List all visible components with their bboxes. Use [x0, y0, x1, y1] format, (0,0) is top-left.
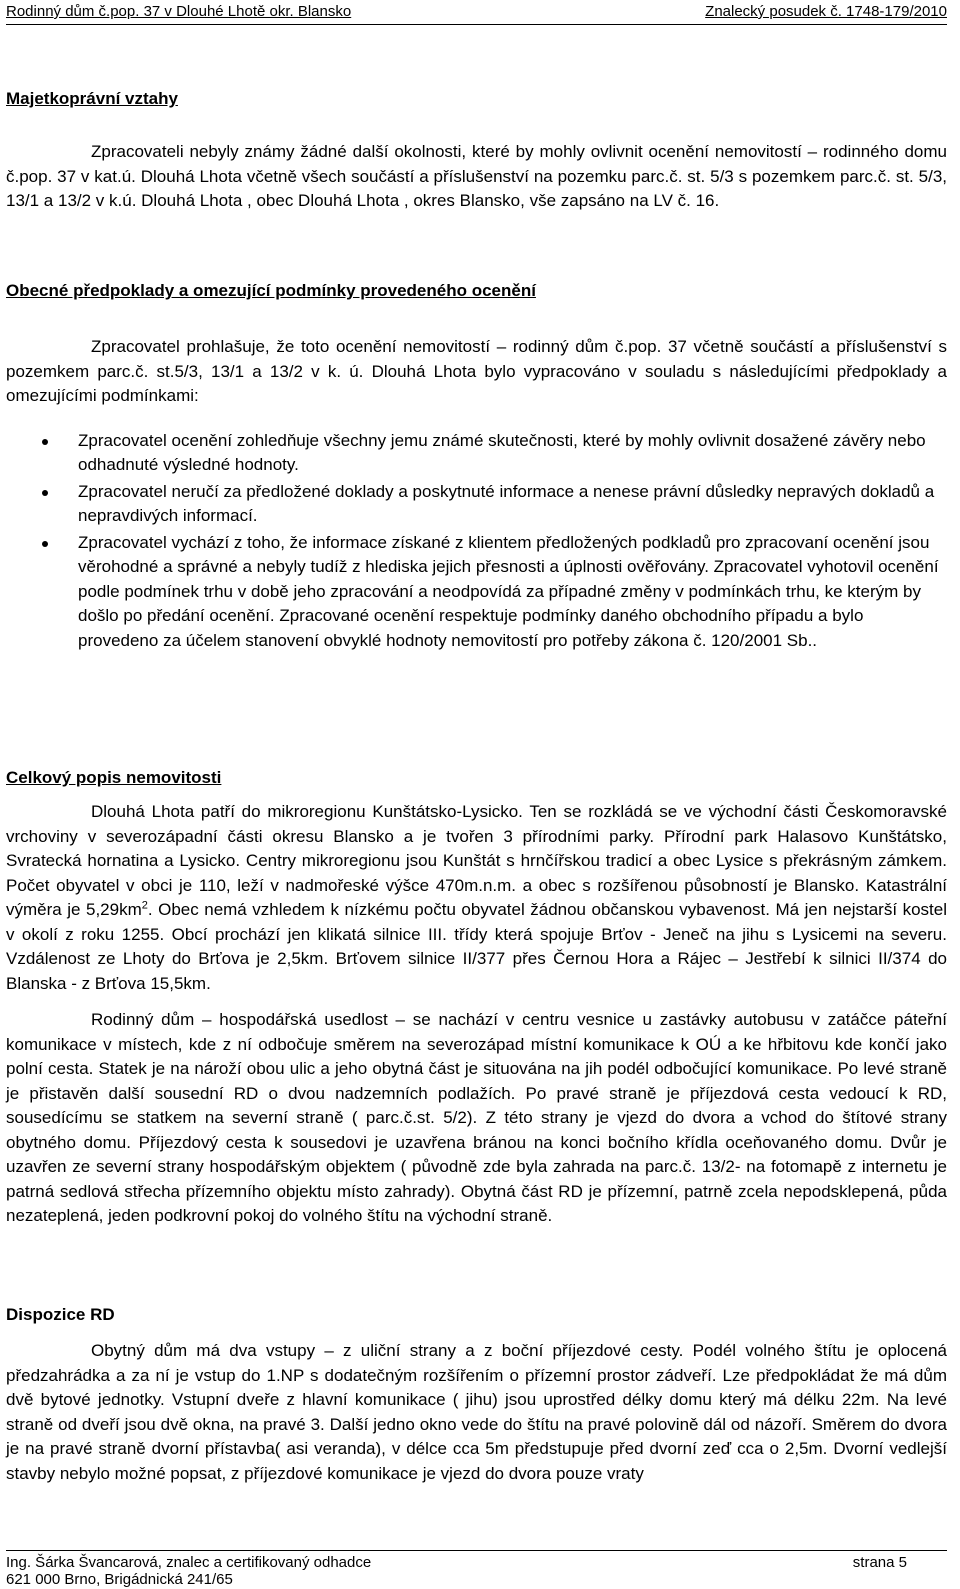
section-title-ownership: Majetkoprávní vztahy — [6, 89, 178, 108]
section-assumptions — [6, 279, 947, 655]
header-divider — [6, 24, 947, 25]
bullet-icon — [42, 439, 48, 445]
section-ownership — [6, 87, 947, 214]
section-title-assumptions: Obecné předpoklady a omezující podmínky provedeného ocenění — [6, 281, 536, 300]
header-report-number: Znalecký posudek č. 1748-179/2010 — [705, 3, 947, 20]
section-title-layout: Dispozice RD — [6, 1305, 115, 1324]
page-header — [6, 2, 947, 22]
section-title-description: Celkový popis nemovitosti — [6, 768, 222, 787]
footer-address: 621 000 Brno, Brigádnická 241/65 — [6, 1571, 233, 1588]
section-description — [6, 766, 947, 1229]
footer-page-number: strana 5 — [852, 1554, 907, 1571]
ownership-paragraph: Zpracovateli nebyly známy žádné další okolnosti, které by mohly ovlivnit ocenění nemovitostí – rodinného domu č.pop. 37 v kat.ú. Dlouhá Lhota včetně všech součástí a příslušenství na pozemku parc.č. st. 5/3 s pozemkem parc.č. st. 5/3, 13/1 a 13/2 v k.ú. Dlouhá Lhota , obec Dlouhá Lhota , okres Blansko, vše zapsáno na LV č. 16. — [6, 142, 947, 210]
bullet-icon — [42, 490, 48, 496]
header-document-title: Rodinný dům č.pop. 37 v Dlouhé Lhotě okr. Blansko — [6, 3, 352, 20]
list-item: Zpracovatel neručí za předložené doklady a poskytnuté informace a nenese právní důsledky nepravých dokladů a nepravdivých informací. — [6, 480, 947, 529]
footer-author: Ing. Šárka Švancarová, znalec a certifikovaný odhadce — [6, 1554, 372, 1571]
description-paragraph-1: Dlouhá Lhota patří do mikroregionu Kunštátsko-Lysicko. Ten se rozkládá se ve východní části Českomoravské vrchoviny v severozápadní části okresu Blansko a je tvořen 3 přírodními parky. Přírodní park Halasovo Kunštátsko, Svratecká hornatina a Lysicko. Centry mikroregionu jsou Kunštát s hrnčířskou tradicí a obec Lysice s překrásným zámkem. Počet obyvatel v obci je 110, leží v nadmořeské výšce 470m.n.m. a obec s rozšířenou působností je Blansko. Katastrální výměra je $5,29km^2$. Obec nemá vzhledem k nízkému počtu obyvatel žádnou občanskou vybavenost. Má jen nejstarší kostel v okolí z roku 1255. Obcí prochází jen klikatá silnice III. třídy která spojuje Brťov - Jeneč na jihu s Lysicemi na severu. Vzdálenost ze Lhoty do Brťova je 2,5km. Brťovem silnice II/377 přes Černou Hora a Rájec – Jestřebí k silnici II/374 do Blanska - z Brťova 15,5km. — [6, 802, 947, 993]
footer-divider — [6, 1550, 947, 1551]
list-item: Zpracovatel ocenění zohledňuje všechny jemu známé skutečnosti, které by mohly ovlivnit dosažené závěry nebo odhadnuté výsledné hodnoty. — [6, 429, 947, 478]
description-paragraph-2: Rodinný dům – hospodářská usedlost – se nachází v centru vesnice u zastávky autobusu v zatáčce páteřní komunikace v místech, kde z ní odbočuje směrem na severozápad místní komunikace k OÚ a ke hřbitovu kde končí jako polní cesta. Statek je na nároží obou ulic a jeho obytná část je situována na jih podél odbočující komunikace. Po levé straně je přistavěn další sousední RD o dvou nadzemních podlažích. Po pravé straně je příjezdová cesta vedoucí k RD, sousedícímu se statkem na severní straně ( parc.č.st. 5/2). Z této strany je vjezd do dvora a vchod do štítové strany obytného domu. Příjezdový cesta k sousedovi je uzavřena bránou na konci bočního křídla oceňovaného domu. Dvůr je uzavřen ze severní strany hospodářským objektem ( původně zde byla zahrada na parc.č. 13/2- na fotomapě z internetu je patrná sedlová střecha přízemního objektu místo zahrady). Obytná část RD je přízemní, patrně zcela nepodsklepená, půda nezateplená, jeden podkrovní pokoj do volného štítu na východní straně. — [6, 1010, 947, 1225]
list-item: Zpracovatel vychází z toho, že informace získané z klientem předložených podkladů pro zpracovaní ocenění jsou věrohodné a správné a nebyly tudíž z hlediska jejich přesnosti a úplnosti ověřovány. Zpracovatel vyhotovil ocenění podle podmínek trhu v době jeho zpracování a neodpovídá za případné změny v podmínkách trhu, ke kterým by došlo po předání ocenění. Zpracované ocenění respektuje podmínky daného obchodního případu a bylo provedeno za účelem stanovení obvyklé hodnoty nemovitostí pro potřeby zákona č. 120/2001 Sb.. — [6, 531, 947, 654]
layout-paragraph: Obytný dům má dva vstupy – z uliční strany a z boční příjezdové cesty. Podél volného štítu je oplocená předzahrádka a za ní je vstup do 1.NP s dodatečným rozšířením o přízemní prostor zádveří. Lze předpokládat že má dům dvě bytové jednotky. Vstupní dveře z hlavní komunikace ( jihu) jsou uprostřed délky domu který má délku 22m. Na levé straně od dveří jsou dvě okna, na pravé 3. Další jedno okno vede do štítu na pravé polovině dál od názoří. Směrem do dvora je na pravé straně dvorní přístavba( asi veranda), v délce cca 5m předstupuje před dvorní zeď cca o 2,5m. Dvorní vedlejší stavby nebylo možné popsat, z příjezdové komunikace je vjezd do dvora pouze vraty — [6, 1341, 947, 1483]
section-layout — [6, 1303, 947, 1486]
page-footer — [6, 1554, 947, 1588]
bullet-icon — [42, 541, 48, 547]
assumptions-intro: Zpracovatel prohlašuje, že toto ocenění nemovitostí – rodinný dům č.pop. 37 včetně součástí a příslušenství s pozemkem parc.č. st.5/3, 13/1 a 13/2 v k. ú. Dlouhá Lhota bylo vypracováno v souladu s následujícími předpoklady a omezujícími podmínkami: — [6, 337, 947, 405]
assumptions-list — [6, 429, 947, 654]
